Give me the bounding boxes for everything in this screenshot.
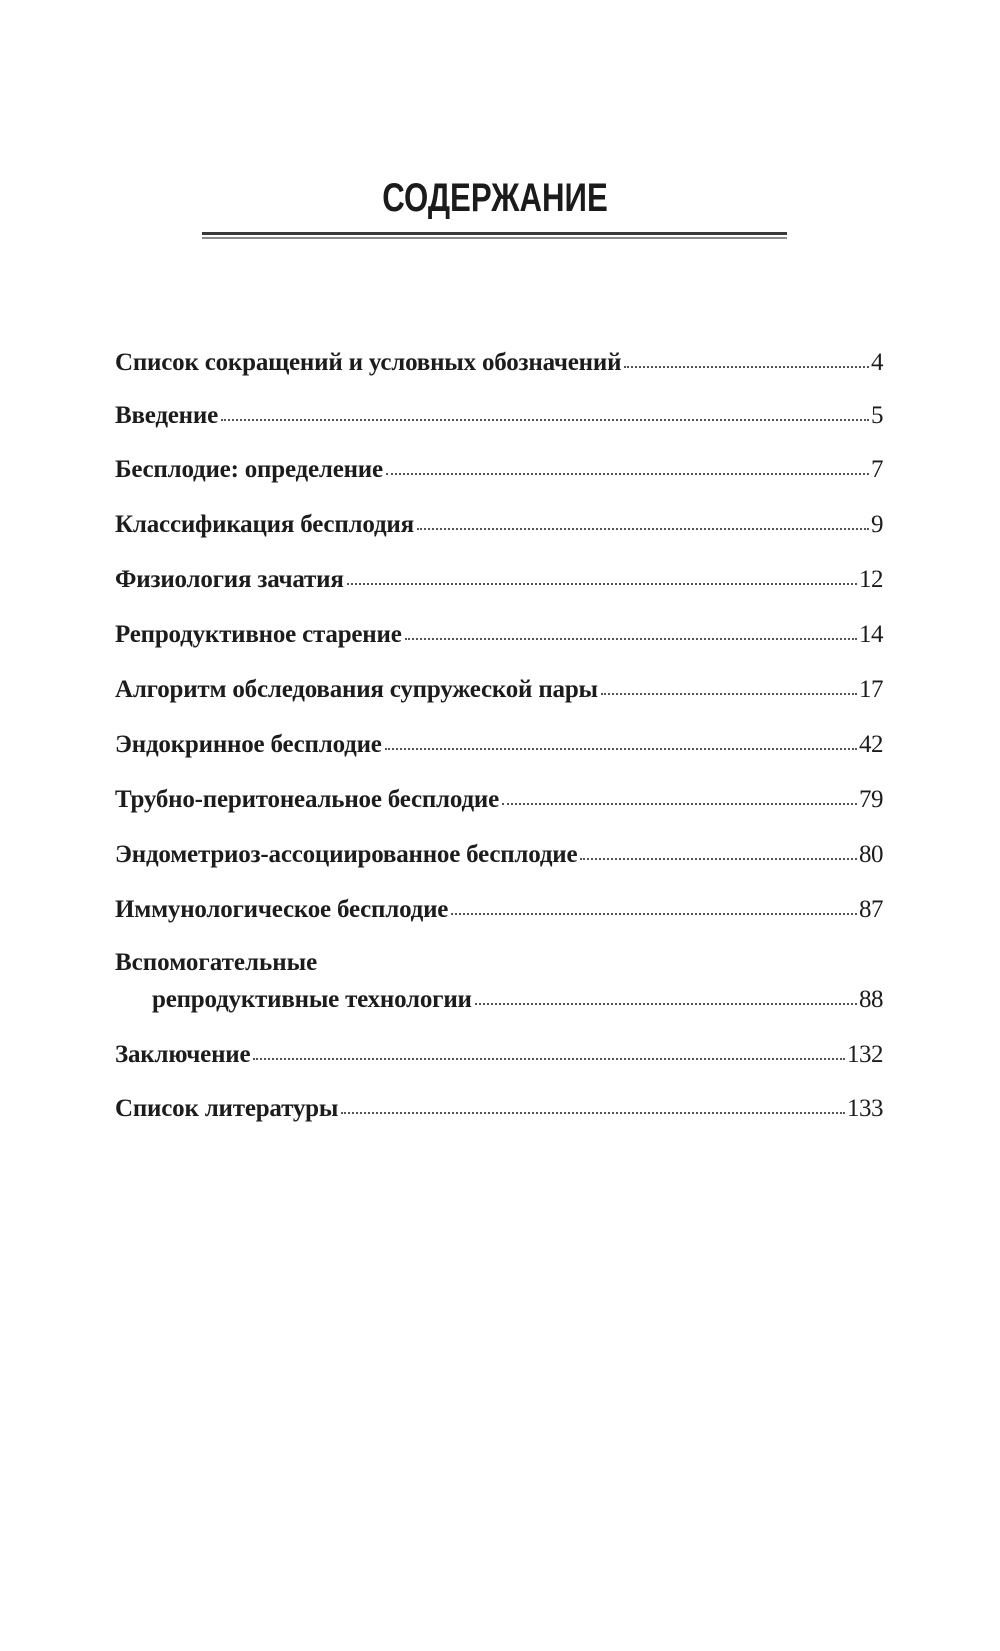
toc-entry-page: 79 bbox=[859, 786, 883, 813]
toc-entry-page: 7 bbox=[871, 456, 883, 483]
toc-entry-title: Список литературы bbox=[115, 1095, 339, 1122]
toc-entry-page: 87 bbox=[859, 896, 883, 923]
dot-leader bbox=[417, 526, 869, 530]
toc-entry[interactable] bbox=[115, 1094, 883, 1124]
toc-entry-title: Эндокринное бесплодие bbox=[115, 731, 382, 758]
toc-entry-title-line1[interactable]: Вспомогательные bbox=[115, 949, 318, 976]
dot-leader bbox=[601, 691, 857, 695]
toc-entry-page: 5 bbox=[871, 402, 883, 429]
toc-entry-title: Введение bbox=[115, 402, 218, 429]
dot-leader bbox=[385, 746, 857, 750]
dot-leader bbox=[624, 364, 869, 368]
toc-entry[interactable] bbox=[115, 785, 883, 815]
toc-entry[interactable] bbox=[115, 620, 883, 650]
dot-leader bbox=[341, 1110, 845, 1114]
toc-entry-page: 80 bbox=[859, 841, 883, 868]
dot-leader bbox=[347, 581, 857, 585]
page-title: СОДЕРЖАНИЕ bbox=[382, 176, 608, 220]
rule-line-thick bbox=[202, 232, 787, 235]
toc-entry[interactable] bbox=[115, 401, 883, 431]
toc-entry-page: 17 bbox=[859, 676, 883, 703]
toc-entry[interactable] bbox=[115, 1040, 883, 1070]
toc-entry[interactable] bbox=[115, 510, 883, 540]
toc-entry[interactable] bbox=[115, 565, 883, 595]
dot-leader bbox=[475, 1001, 857, 1005]
toc-entry-title: Алгоритм обследования супружеской пары bbox=[115, 676, 598, 703]
toc-entry-title: Эндометриоз-ассоциированное бесплодие bbox=[115, 841, 578, 868]
title-double-rule bbox=[202, 232, 787, 239]
toc-entry-page: 12 bbox=[859, 566, 883, 593]
toc-entry-title: репродуктивные технологии bbox=[152, 986, 472, 1013]
dot-leader bbox=[405, 636, 857, 640]
rule-line-thin bbox=[202, 237, 787, 239]
toc-entry-page: 42 bbox=[859, 731, 883, 758]
dot-leader bbox=[221, 417, 869, 421]
toc-entry-title: Заключение bbox=[115, 1041, 251, 1068]
dot-leader bbox=[580, 856, 857, 860]
dot-leader bbox=[451, 911, 857, 915]
toc-entry[interactable] bbox=[115, 985, 883, 1015]
toc-entry[interactable] bbox=[115, 675, 883, 705]
toc-entry-title: Репродуктивное старение bbox=[115, 621, 402, 648]
toc-entry-title: Трубно-перитонеальное бесплодие bbox=[115, 786, 499, 813]
toc-entry-page: 132 bbox=[847, 1041, 883, 1068]
dot-leader bbox=[386, 471, 869, 475]
dot-leader bbox=[253, 1056, 845, 1060]
toc-entry-page: 133 bbox=[847, 1095, 883, 1122]
toc-entry-title: Список сокращений и условных обозначений bbox=[115, 349, 622, 376]
toc-entry[interactable] bbox=[115, 730, 883, 760]
toc-entry[interactable] bbox=[115, 840, 883, 870]
toc-entry-title: Классификация бесплодия bbox=[115, 511, 414, 538]
toc-entry-page: 14 bbox=[859, 621, 883, 648]
toc-entry-page: 9 bbox=[871, 511, 883, 538]
toc-entry-title: Иммунологическое бесплодие bbox=[115, 896, 449, 923]
toc-entry[interactable] bbox=[115, 455, 883, 485]
toc-entry[interactable] bbox=[115, 895, 883, 925]
toc-entry-page: 88 bbox=[859, 986, 883, 1013]
dot-leader bbox=[502, 801, 857, 805]
toc-entry-title: Бесплодие: определение bbox=[115, 456, 383, 483]
toc-entry[interactable] bbox=[115, 348, 883, 378]
toc-entry-page: 4 bbox=[871, 349, 883, 376]
toc-entry-title: Физиология зачатия bbox=[115, 566, 344, 593]
